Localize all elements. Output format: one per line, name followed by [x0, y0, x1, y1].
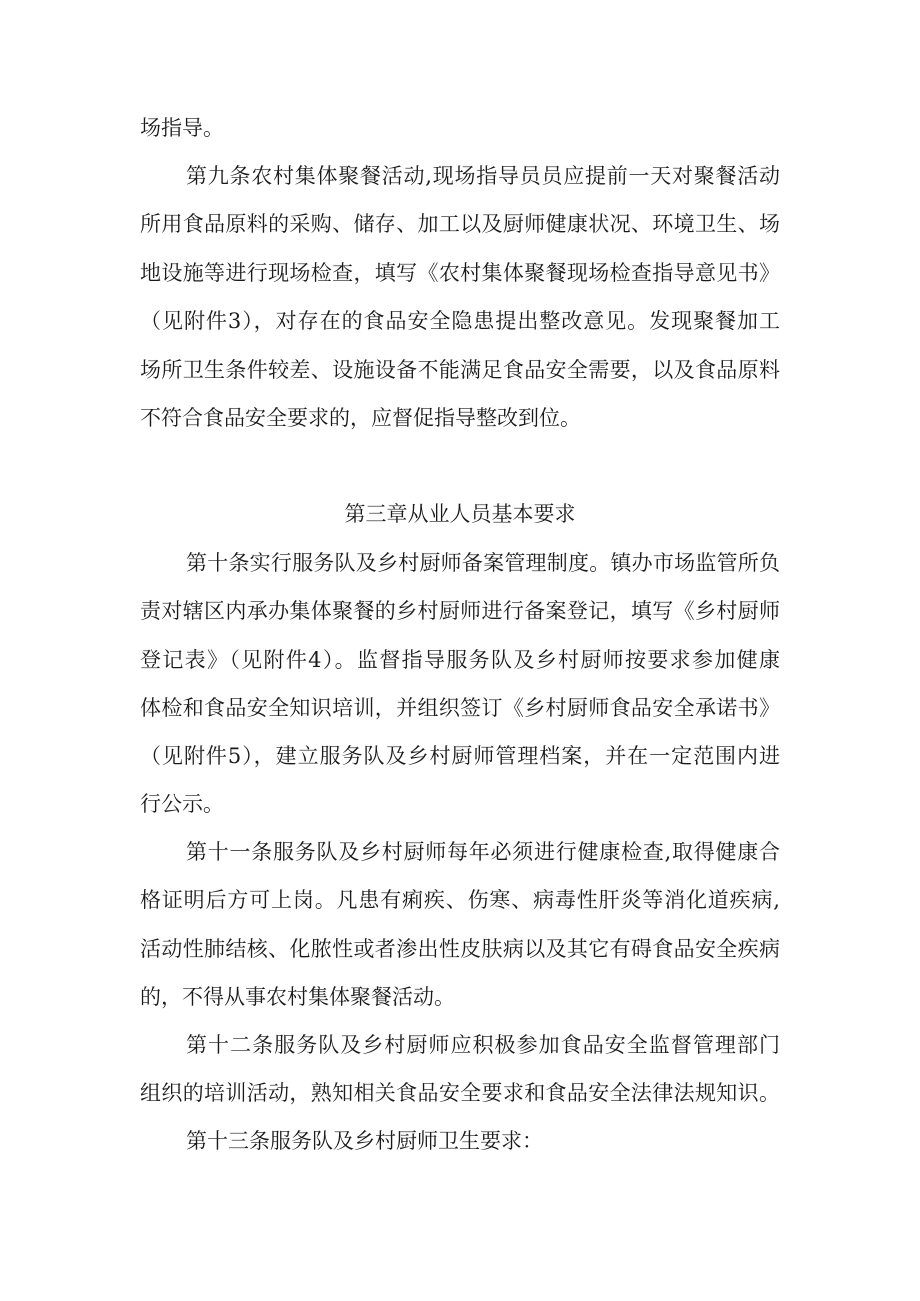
article-12-line: 组织的培训活动，熟知相关食品安全要求和食品安全法律法规知识。: [140, 1081, 780, 1105]
chapter-heading: 第三章从业人员基本要求: [344, 502, 576, 526]
article-9-line: 第九条农村集体聚餐活动,现场指导员员应提前一天对聚餐活动: [186, 164, 780, 188]
article-10-line: 第十条实行服务队及乡村厨师备案管理制度。镇办市场监管所负: [186, 551, 780, 575]
article-9-line: 地设施等进行现场检查，填写《农村集体聚餐现场检查指导意见书》: [140, 261, 780, 285]
article-11-line: 第十一条服务队及乡村厨师每年必须进行健康检查,取得健康合: [186, 840, 780, 864]
article-9-line: 场所卫生条件较差、设施设备不能满足食品安全需要，以及食品原料: [140, 358, 780, 382]
article-10-line: 登记表》（见附件4）。监督指导服务队及乡村厨师按要求参加健康: [140, 648, 780, 672]
article-10-line: 责对辖区内承办集体聚餐的乡村厨师进行备案登记，填写《乡村厨师: [140, 599, 780, 623]
article-10-line: 行公示。: [140, 792, 224, 816]
article-12-line: 第十二条服务队及乡村厨师应积极参加食品安全监督管理部门: [186, 1033, 780, 1057]
paragraph-line: 场指导。: [140, 116, 224, 140]
article-9-line: 不符合食品安全要求的，应督促指导整改到位。: [140, 406, 581, 430]
article-10-line: 体检和食品安全知识培训，并组织签订《乡村厨师食品安全承诺书》: [140, 696, 780, 720]
article-9-line: （见附件3），对存在的食品安全隐患提出整改意见。发现聚餐加工: [140, 309, 780, 333]
article-11-line: 格证明后方可上岗。凡患有痢疾、伤寒、病毒性肝炎等消化道疾病,: [140, 888, 780, 912]
article-11-line: 活动性肺结核、化脓性或者渗出性皮肤病以及其它有碍食品安全疾病: [140, 937, 780, 961]
article-13-line: 第十三条服务队及乡村厨师卫生要求：: [186, 1129, 543, 1153]
article-11-line: 的，不得从事农村集体聚餐活动。: [140, 985, 455, 1009]
article-10-line: （见附件5），建立服务队及乡村厨师管理档案，并在一定范围内进: [140, 744, 780, 768]
article-9-line: 所用食品原料的采购、储存、加工以及厨师健康状况、环境卫生、场: [140, 212, 780, 236]
